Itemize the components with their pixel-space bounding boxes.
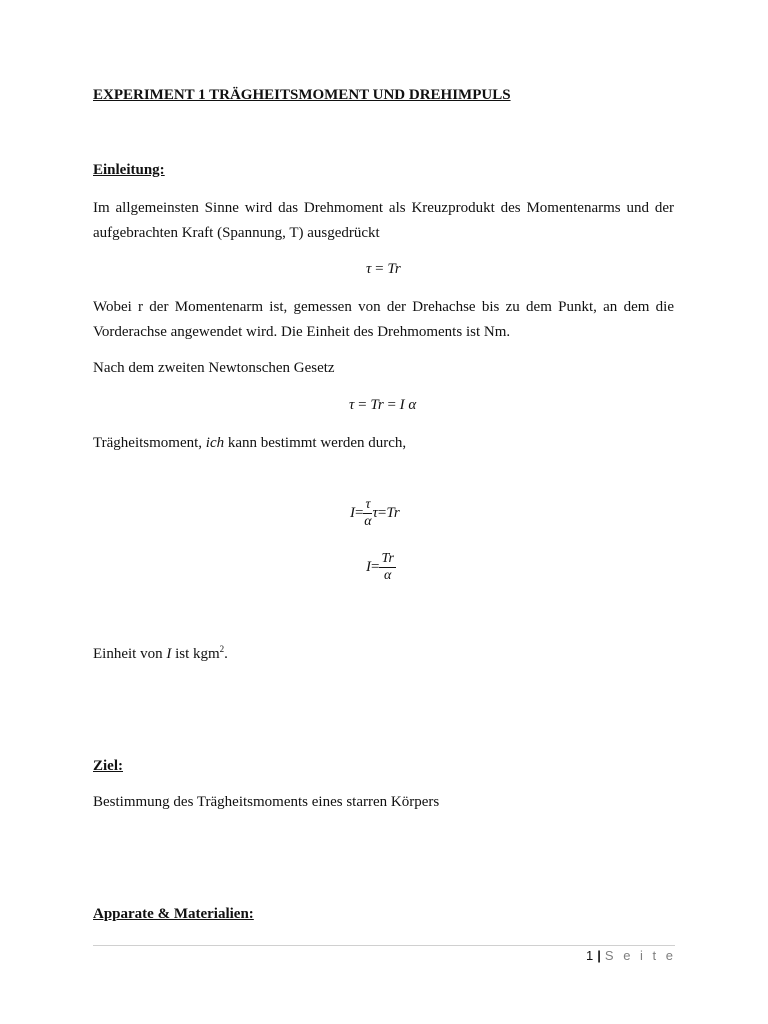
eq2-equals-2: = <box>387 397 396 413</box>
eq3-equals-2: = <box>377 504 387 521</box>
eq4-equals: = <box>371 558 380 575</box>
eq4-lhs: I <box>366 558 371 575</box>
unit-prefix: Einheit von <box>93 646 167 662</box>
eq3-rhs: Tr <box>386 504 400 521</box>
equation-inertia-1 <box>350 497 400 530</box>
footer-divider <box>93 945 675 946</box>
unit-line <box>93 644 228 663</box>
eq4-denominator: α <box>384 568 392 583</box>
eq2-tr: Tr <box>370 397 384 413</box>
equation-torque <box>366 261 401 278</box>
intro-paragraph: Im allgemeinsten Sinne wird das Drehmoment als Kreuzprodukt des Momentenarms und der aufgebrachten Kraft (Spannung, T) ausgedrückt <box>93 200 674 241</box>
inertia-line <box>93 435 406 452</box>
eq3-equals-1: = <box>355 504 364 521</box>
eq3-denominator: α <box>364 514 372 529</box>
eq4-numerator: Tr <box>381 551 394 566</box>
eq3-numerator: τ <box>365 497 371 512</box>
unit-mid: ist kgm <box>171 646 220 662</box>
eq1-rhs: Tr <box>387 261 401 277</box>
inertia-prefix: Trägheitsmoment, <box>93 435 206 451</box>
unit-superscript: 2 <box>219 644 225 654</box>
eq2-equals-1: = <box>358 397 367 413</box>
equation-inertia-2 <box>366 551 396 584</box>
aim-text: Bestimmung des Trägheitsmoments eines starren Körpers <box>93 794 440 810</box>
eq2-i: I <box>399 397 405 413</box>
document-title: EXPERIMENT 1 TRÄGHEITSMOMENT UND DREHIMPULS <box>93 87 511 103</box>
page-footer <box>586 948 676 963</box>
eq4-fraction <box>379 551 395 584</box>
inertia-italic-word: ich <box>205 435 225 451</box>
eq1-lhs: τ <box>366 261 372 277</box>
inertia-suffix: kann bestimmt werden durch, <box>224 435 407 451</box>
eq1-equals: = <box>375 261 384 277</box>
intro-heading: Einleitung: <box>93 162 165 178</box>
apparatus-heading: Apparate & Materialien: <box>93 906 254 922</box>
newton-line: Nach dem zweiten Newtonschen Gesetz <box>93 360 335 376</box>
moment-arm-paragraph: Wobei r der Momentenarm ist, gemessen von der Drehachse bis zu dem Punkt, an dem die Vorderachse angewendet wird. Die Einheit des Drehmoments ist Nm. <box>93 299 674 340</box>
page-label: S e i t e <box>604 948 676 963</box>
aim-heading: Ziel: <box>93 758 123 774</box>
unit-variable: I <box>166 646 172 662</box>
eq3-tau: τ <box>372 504 378 521</box>
equation-newton <box>349 397 416 414</box>
eq3-lhs: I <box>350 504 355 521</box>
eq2-alpha: α <box>408 397 417 413</box>
eq2-tau: τ <box>349 397 355 413</box>
unit-end: . <box>224 646 228 662</box>
footer-separator: | <box>597 948 601 963</box>
page-number: 1 <box>586 948 594 963</box>
